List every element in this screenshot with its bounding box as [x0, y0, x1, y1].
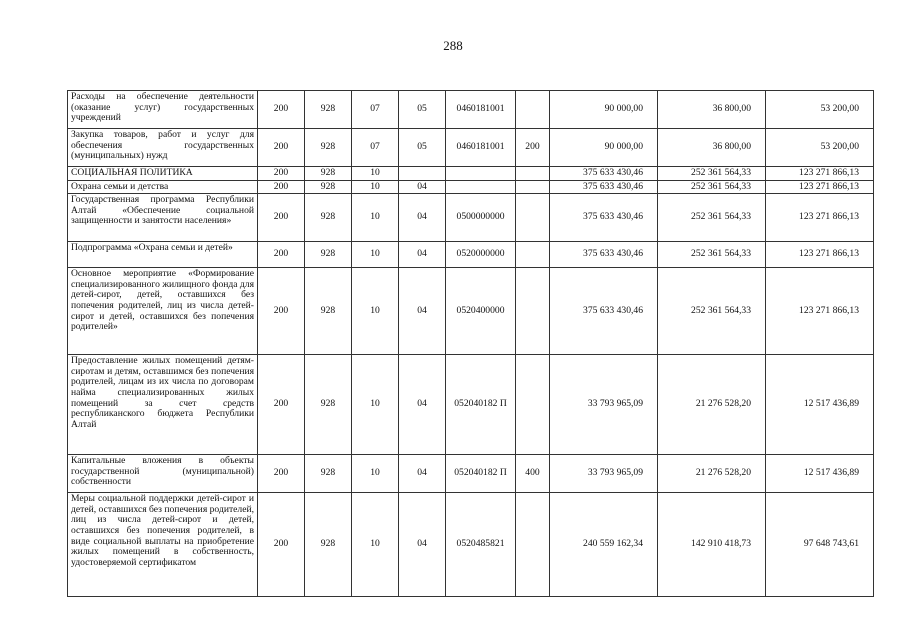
- cell-section: 10: [352, 180, 399, 194]
- cell-section: 10: [352, 194, 399, 242]
- cell-amount-1: 36 800,00: [658, 129, 766, 167]
- cell-amount-total: 90 000,00: [550, 91, 658, 129]
- cell-expense-type: [516, 268, 550, 355]
- cell-subsection: 04: [399, 493, 446, 597]
- cell-ved: 928: [305, 91, 352, 129]
- cell-amount-2: 12 517 436,89: [766, 455, 874, 493]
- cell-amount-2: 123 271 866,13: [766, 242, 874, 268]
- cell-subsection: 05: [399, 129, 446, 167]
- cell-expense-type: 200: [516, 129, 550, 167]
- cell-expense-type: [516, 91, 550, 129]
- cell-amount-2: 53 200,00: [766, 91, 874, 129]
- cell-grbs: 200: [258, 242, 305, 268]
- cell-name: Предоставление жилых помещений детям-сиротам и детям, оставшимся без попечения родителей, лицам из их числа по договорам найма специализированных жилых помещений за счет средств республиканского бюджета Республики Алтай: [68, 355, 258, 455]
- cell-amount-total: 375 633 430,46: [550, 242, 658, 268]
- cell-amount-2: 97 648 743,61: [766, 493, 874, 597]
- table-row: [68, 167, 874, 181]
- table-row: [68, 355, 874, 455]
- cell-ved: 928: [305, 355, 352, 455]
- cell-target-article: [446, 180, 516, 194]
- cell-target-article: 0520000000: [446, 242, 516, 268]
- cell-amount-2: 53 200,00: [766, 129, 874, 167]
- cell-amount-total: 375 633 430,46: [550, 268, 658, 355]
- cell-subsection: 04: [399, 455, 446, 493]
- cell-amount-1: 36 800,00: [658, 91, 766, 129]
- cell-amount-1: 21 276 528,20: [658, 455, 766, 493]
- cell-expense-type: [516, 355, 550, 455]
- cell-amount-total: 375 633 430,46: [550, 167, 658, 181]
- cell-amount-1: 21 276 528,20: [658, 355, 766, 455]
- cell-amount-1: 252 361 564,33: [658, 268, 766, 355]
- cell-name: Охрана семьи и детства: [68, 180, 258, 194]
- cell-amount-1: 252 361 564,33: [658, 167, 766, 181]
- cell-amount-2: 12 517 436,89: [766, 355, 874, 455]
- cell-name: СОЦИАЛЬНАЯ ПОЛИТИКА: [68, 167, 258, 181]
- cell-grbs: 200: [258, 91, 305, 129]
- cell-expense-type: [516, 167, 550, 181]
- cell-target-article: 0460181001: [446, 129, 516, 167]
- cell-section: 07: [352, 129, 399, 167]
- table-row: [68, 129, 874, 167]
- table-row: [68, 493, 874, 597]
- cell-amount-2: 123 271 866,13: [766, 167, 874, 181]
- table-row: [68, 194, 874, 242]
- cell-expense-type: [516, 180, 550, 194]
- table-row: [68, 180, 874, 194]
- cell-subsection: [399, 167, 446, 181]
- cell-amount-total: 240 559 162,34: [550, 493, 658, 597]
- cell-amount-2: 123 271 866,13: [766, 268, 874, 355]
- cell-grbs: 200: [258, 493, 305, 597]
- budget-table: [67, 90, 874, 597]
- cell-section: 10: [352, 493, 399, 597]
- table-row: [68, 242, 874, 268]
- cell-name: Закупка товаров, работ и услуг для обеспечения государственных (муниципальных) нужд: [68, 129, 258, 167]
- cell-section: 07: [352, 91, 399, 129]
- table-body: [68, 91, 874, 597]
- cell-subsection: 05: [399, 91, 446, 129]
- cell-ved: 928: [305, 242, 352, 268]
- cell-section: 10: [352, 455, 399, 493]
- cell-target-article: 0520400000: [446, 268, 516, 355]
- cell-amount-total: 90 000,00: [550, 129, 658, 167]
- cell-ved: 928: [305, 167, 352, 181]
- cell-subsection: 04: [399, 268, 446, 355]
- cell-amount-total: 33 793 965,09: [550, 455, 658, 493]
- cell-grbs: 200: [258, 129, 305, 167]
- cell-ved: 928: [305, 180, 352, 194]
- cell-ved: 928: [305, 194, 352, 242]
- cell-expense-type: [516, 493, 550, 597]
- cell-expense-type: 400: [516, 455, 550, 493]
- cell-ved: 928: [305, 455, 352, 493]
- table-row: [68, 455, 874, 493]
- cell-amount-2: 123 271 866,13: [766, 194, 874, 242]
- cell-amount-total: 375 633 430,46: [550, 180, 658, 194]
- cell-target-article: 0500000000: [446, 194, 516, 242]
- cell-amount-2: 123 271 866,13: [766, 180, 874, 194]
- cell-section: 10: [352, 167, 399, 181]
- cell-name: Основное мероприятие «Формирование специализированного жилищного фонда для детей-сирот, детей, оставшихся без попечения родителей, лиц из числа детей-сирот и детей, оставшихся без попечения родителей»: [68, 268, 258, 355]
- cell-ved: 928: [305, 268, 352, 355]
- cell-grbs: 200: [258, 268, 305, 355]
- cell-grbs: 200: [258, 167, 305, 181]
- cell-name: Капитальные вложения в объекты государственной (муниципальной) собственности: [68, 455, 258, 493]
- cell-target-article: [446, 167, 516, 181]
- cell-name: Расходы на обеспечение деятельности (оказание услуг) государственных учреждений: [68, 91, 258, 129]
- cell-name: Государственная программа Республики Алтай «Обеспечение социальной защищенности и занятости населения»: [68, 194, 258, 242]
- cell-section: 10: [352, 242, 399, 268]
- table-row: [68, 268, 874, 355]
- cell-subsection: 04: [399, 355, 446, 455]
- cell-subsection: 04: [399, 194, 446, 242]
- cell-ved: 928: [305, 493, 352, 597]
- cell-grbs: 200: [258, 180, 305, 194]
- table-row: [68, 91, 874, 129]
- page-number: 288: [443, 38, 463, 53]
- cell-amount-1: 252 361 564,33: [658, 242, 766, 268]
- cell-section: 10: [352, 355, 399, 455]
- cell-target-article: 052040182 П: [446, 355, 516, 455]
- cell-name: Подпрограмма «Охрана семьи и детей»: [68, 242, 258, 268]
- cell-expense-type: [516, 194, 550, 242]
- cell-amount-total: 375 633 430,46: [550, 194, 658, 242]
- cell-grbs: 200: [258, 194, 305, 242]
- cell-grbs: 200: [258, 455, 305, 493]
- cell-target-article: 0520485821: [446, 493, 516, 597]
- cell-amount-1: 252 361 564,33: [658, 194, 766, 242]
- cell-amount-1: 252 361 564,33: [658, 180, 766, 194]
- cell-section: 10: [352, 268, 399, 355]
- cell-target-article: 052040182 П: [446, 455, 516, 493]
- cell-name: Меры социальной поддержки детей-сирот и детей, оставшихся без попечения родителей, лиц из числа детей-сирот и детей, оставшихся без попечения родителей, в виде социальной выплаты на приобретение жилых помещений в собственность, удостоверяемой сертификатом: [68, 493, 258, 597]
- cell-ved: 928: [305, 129, 352, 167]
- cell-subsection: 04: [399, 180, 446, 194]
- cell-grbs: 200: [258, 355, 305, 455]
- cell-expense-type: [516, 242, 550, 268]
- cell-amount-1: 142 910 418,73: [658, 493, 766, 597]
- cell-target-article: 0460181001: [446, 91, 516, 129]
- cell-subsection: 04: [399, 242, 446, 268]
- cell-amount-total: 33 793 965,09: [550, 355, 658, 455]
